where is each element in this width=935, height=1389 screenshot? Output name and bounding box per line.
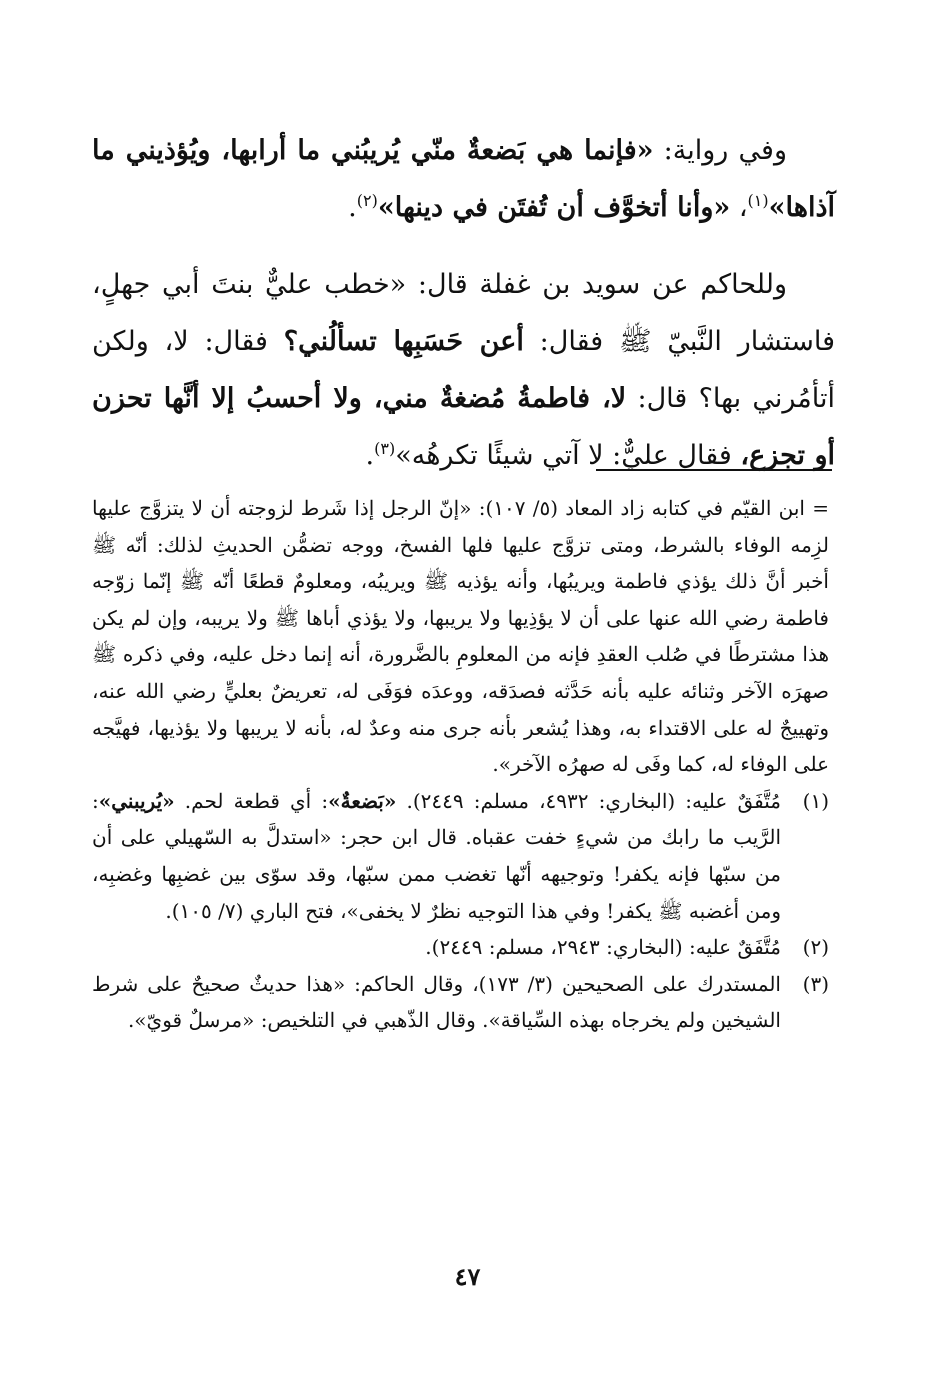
p2-end: .	[365, 440, 375, 471]
main-text	[92, 122, 835, 484]
p2-mid-2: فقال عليٌّ: لا آتي شيئًا تكرهُه»	[395, 440, 741, 471]
p1-separator: ،	[730, 192, 748, 223]
footnote-1	[92, 783, 829, 929]
footnote-ref-1[interactable]: (١)	[747, 191, 769, 210]
footnote-ref-2[interactable]: (٢)	[356, 191, 378, 210]
footnote-1-term-1: «بَضعةٌ»	[328, 788, 397, 813]
footnote-1-lead: مُتَّفَقٌ عليه: (البخاري: ٤٩٣٢، مسلم: ٢٤٤٩).	[396, 788, 781, 813]
p2-quote-1: أعن حَسَبِها تسألُني؟	[283, 326, 524, 357]
footnote-1-term-2: «يُريبني»	[98, 788, 175, 813]
footnote-3	[92, 966, 829, 1039]
footnote-3-text: المستدرك على الصحيحين (٣/ ١٧٣)، وقال الحاكم: «هذا حديثٌ صحيحٌ على شرط الشيخين ولم يخرجاه بهذه السِّياقة». وقال الذّهبي في التلخيص: «مرسلٌ قويّ».	[92, 971, 781, 1033]
p2-mid-1: فقال: لا، ولكن أتأمُرني بها؟ قال:	[92, 326, 835, 414]
footnote-ref-3[interactable]: (٣)	[374, 439, 396, 458]
footnote-separator	[596, 469, 832, 471]
p2-intro: وللحاكم عن سويد بن غفلة قال: «خطب عليٌّ بنتَ أبي جهلٍ، فاستشار النَّبيّ ﷺ فقال:	[92, 269, 835, 357]
page-number: ٤٧	[454, 1262, 481, 1291]
footnote-2-text: مُتَّفَقٌ عليه: (البخاري: ٢٩٤٣، مسلم: ٢٤٤٩).	[425, 935, 781, 960]
p1-quote-1: «فإنما هي بَضعةٌ منّي يُريبُني ما أرابها، ويُؤذيني ما آذاها»	[92, 135, 835, 223]
footnote-1-text-2: : الرَّيب ما رابك من شيءٍ خفت عقباه. قال ابن حجر: «استدلَّ به السّهيلي على أن من سبّها فإنه يكفر! وتوجيهه أنّها تغضب ممن سبّها، وقد سوّى بين غضبِها وغضبِه، ومن أغضبه ﷺ يكفر! وفي هذا التوجيه نظرٌ لا يخفى»، فتح الباري (٧/ ١٠٥).	[92, 788, 781, 923]
footnote-1-text-1: : أي قطعة لحم.	[174, 788, 329, 813]
footnote-3-number: (٣)	[802, 971, 829, 996]
footnote-2-number: (٢)	[802, 935, 829, 960]
footnotes	[92, 490, 829, 1039]
paragraph-2	[92, 256, 835, 484]
p1-end: .	[348, 192, 357, 223]
footnote-continued: = ابن القيّم في كتابه زاد المعاد (٥/ ١٠٧): «إنّ الرجل إذا شَرط لزوجته أن لا يتزوَّج عليها لزِمه الوفاء بالشرط، ومتى تزوَّج عليها فلها الفسخ، ووجه تضمُّن الحديثِ لذلك: أنّه ﷺ أخبر أنَّ ذلك يؤذي فاطمة ويريبُها، وأنه يؤذيه ﷺ ويريبُه، ومعلومٌ قطعًا أنّه ﷺ إنّما زوّجه فاطمة رضي الله عنها على أن لا يؤذِيها ولا يريبها، ولا يؤذي أباها ﷺ ولا يريبه، وإن لم يكن هذا مشترطًا في صُلب العقدِ فإنه من المعلومِ بالضَّرورة، أنه إنما دخل عليه، وفي ذكره ﷺ صهرَه الآخر وثنائه عليه بأنه حَدَّثه فصدَقه، ووعدَه فوَفَى له، تعريضٌ بعليٍّ رضي الله عنه، وتهييجٌ له على الاقتداء به، وهذا يُشعر بأنه جرى منه وعدٌ له، بأنه لا يريبها ولا يؤذيها، فهيَّجه على الوفاء له، كما وفَى له صهرُه الآخر».	[92, 496, 829, 777]
p1-quote-2: «وأنا أتخوَّف أن تُفتَن في دينها»	[377, 192, 731, 223]
p2-quote-2: لا، فاطمةُ مُضغةٌ مني، ولا أحسبُ إلا أنَّها تحزن أو تجزع،	[92, 383, 835, 471]
footnote-1-number: (١)	[802, 788, 829, 813]
paragraph-1	[92, 122, 835, 236]
footnote-2	[92, 929, 829, 966]
p1-intro: وفي رواية:	[653, 135, 787, 166]
